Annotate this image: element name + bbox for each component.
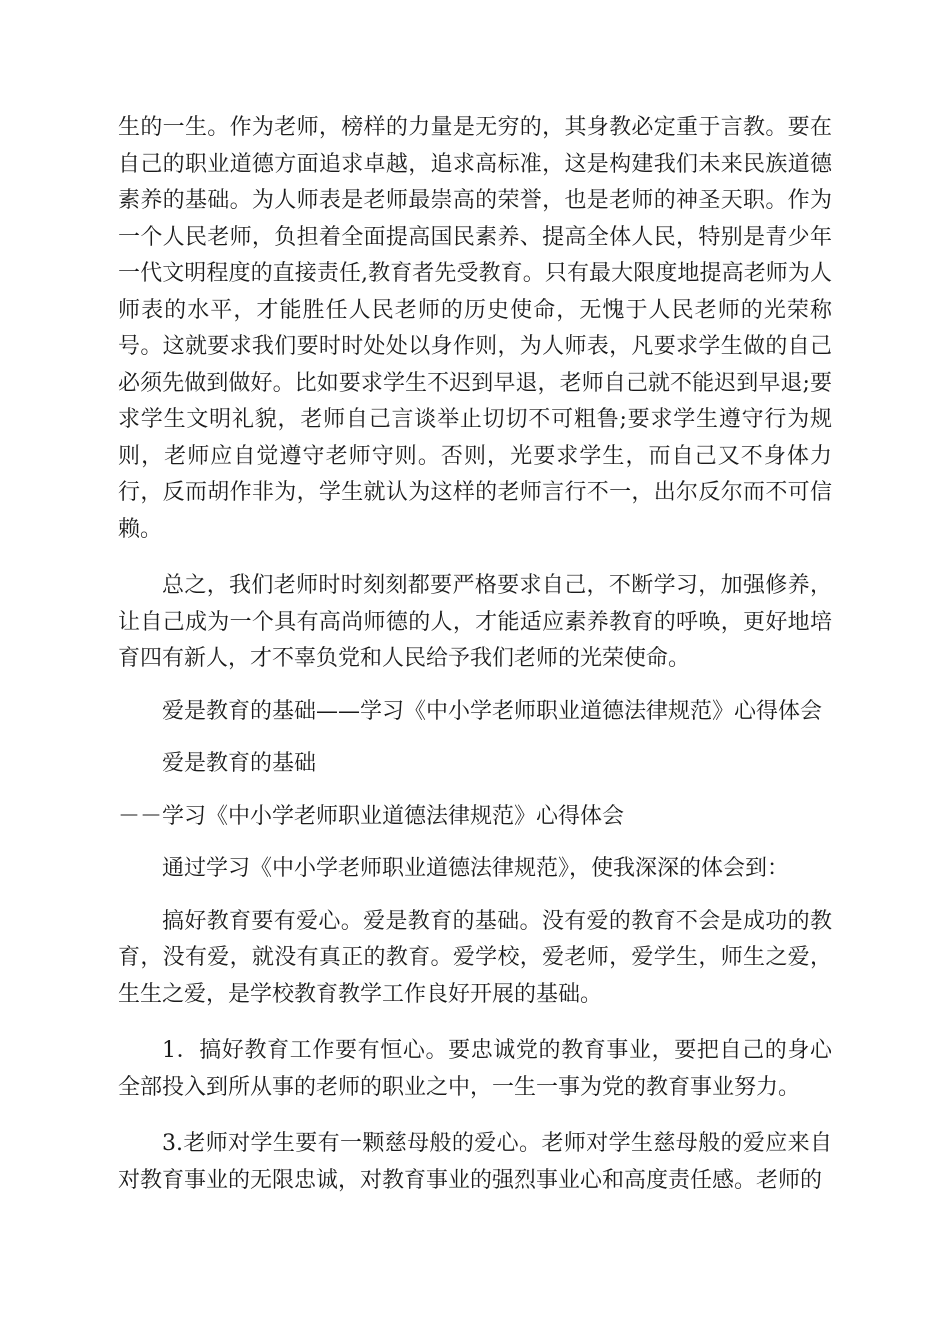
- list-item-1: 1．搞好教育工作要有恒心。要忠诚党的教育事业，要把自己的身心全部投入到所从事的老师的职业之中，一生一事为党的教育事业努力。: [118, 1038, 832, 1100]
- article-subtitle: －－学习《中小学老师职业道德法律规范》心得体会: [118, 803, 625, 829]
- section-title: 爱是教育的基础——学习《中小学老师职业道德法律规范》心得体会: [162, 698, 823, 724]
- list-item-3: 3.老师对学生要有一颗慈母般的爱心。老师对学生慈母般的爱应来自对教育事业的无限忠诚，对教育事业的强烈事业心和高度责任感。老师的: [118, 1131, 832, 1193]
- body-paragraph-2: 总之，我们老师时时刻刻都要严格要求自己，不断学习，加强修养，让自己成为一个具有高尚师德的人，才能适应素养教育的呼唤，更好地培育四有新人，才不辜负党和人民给予我们老师的光荣使命。: [118, 573, 832, 671]
- body-paragraph-love: 搞好教育要有爱心。爱是教育的基础。没有爱的教育不会是成功的教育，没有爱，就没有真正的教育。爱学校，爱老师，爱学生，师生之爱，生生之爱，是学校教育教学工作良好开展的基础。: [118, 908, 832, 1007]
- intro-paragraph: 通过学习《中小学老师职业道德法律规范》，使我深深的体会到：: [162, 856, 790, 881]
- body-paragraph-1: 生的一生。作为老师，榜样的力量是无穷的，其身教必定重于言教。要在自己的职业道德方面追求卓越，追求高标准，这是构建我们未来民族道德素养的基础。为人师表是老师最崇高的荣誉，也是老师的神圣天职。作为一个人民老师，负担着全面提高国民素养、提高全体人民，特别是青少年一代文明程度的直接责任,教育者先受教育。只有最大限度地提高老师为人师表的水平，才能胜任人民老师的历史使命，无愧于人民老师的光荣称号。这就要求我们要时时处处以身作则，为人师表，凡要求学生做的自己必须先做到做好。比如要求学生不迟到早退，老师自己就不能迟到早退;要求学生文明礼貌，老师自己言谈举止切切不可粗鲁;要求学生遵守行为规则，老师应自觉遵守老师守则。否则，光要求学生，而自己又不身体力行，反而胡作非为，学生就认为这样的老师言行不一，出尔反尔而不可信赖。: [118, 115, 832, 542]
- article-title: 爱是教育的基础: [162, 751, 317, 776]
